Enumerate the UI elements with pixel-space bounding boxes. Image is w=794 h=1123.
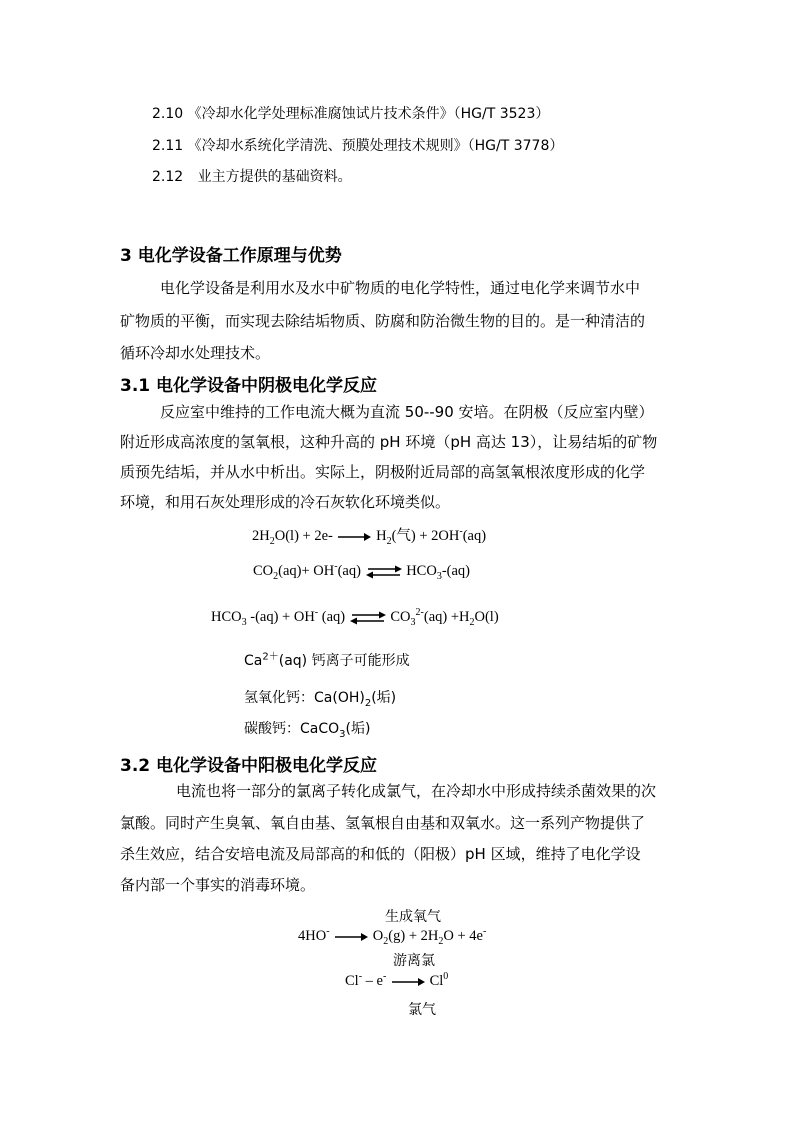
section-3-1-line-4: 环境，和用石灰处理形成的冷石灰软化环境类似。 [120,493,451,511]
equation-chloride-oxidation: Cl- – e- Cl$^0$ [345,971,449,989]
section-3-1-line-1: 反应室中维持的工作电流大概为直流 50--90 安培。在阴极（反应室内壁） [160,403,654,421]
section-3-2-heading: 3.2 电化学设备中阳极电化学反应 [120,756,378,776]
right-arrow-icon [333,931,369,943]
free-chlorine-label: 游离氯 [393,953,435,969]
section-3-heading: 3 电化学设备工作原理与优势 [120,246,342,266]
section-3-2-line-2: 氯酸。同时产生臭氧、氧自由基、氢氧根自由基和双氧水。这一系列产物提供了 [120,814,646,832]
section-3-2-line-4: 备内部一个事实的消毒环境。 [120,876,316,894]
equation-oxygen-evolution: 4HO- $O_2(g) + 2H_2O + 4e^-$ [298,926,487,947]
section-3-2-line-1: 电流也将一部分的氯离子转化成氯气，在冷却水中形成持续杀菌效果的次 [176,782,657,800]
oxygen-label: 生成氧气 [385,909,441,925]
right-arrow-icon [336,531,372,543]
section-3-2-line-3: 杀生效应，结合安培电流及局部高的和低的（阳极）pH 区域，维持了电化学设 [120,845,641,863]
equation-co2-bicarbonate: $CO_2(aq)+ OH^-(aq)$ $HCO_3-(aq)$ [253,561,470,582]
equation-bicarbonate-carbonate: $HCO_3$ -(aq) + OH- (aq) $CO_3^{2-}(aq) +H_2O(l)$ [211,607,499,628]
reference-2-12: 2.12 业主方提供的基础资料。 [152,169,352,185]
section-3-1-line-3: 质预先结垢，并从水中析出。实际上，阴极附近局部的高氢氧根浓度形成的化学 [120,463,646,481]
section-3-1-line-2: 附近形成高浓度的氢氧根，这种升高的 pH 环境（pH 高达 13），让易结垢的矿物 [120,433,658,451]
section-3-1-heading: 3.1 电化学设备中阴极电化学反应 [120,376,378,396]
chlorine-label: 氯气 [408,1002,436,1018]
equilibrium-arrow-icon [349,611,387,625]
section-3-line-1: 电化学设备是利用水及水中矿物质的电化学特性，通过电化学来调节水中 [160,279,641,297]
calcium-ion-note: $Ca^{2+}(aq)$ 钙离子可能形成 [244,651,410,669]
section-3-line-2: 矿物质的平衡，而实现去除结垢物质、防腐和防治微生物的目的。是一种清洁的 [120,312,646,330]
section-3-line-3: 循环冷却水处理技术。 [120,344,271,362]
calcium-carbonate-note: 碳酸钙：CaCO$_3$(垢) [244,721,371,740]
reference-2-10: 2.10 《冷却水化学处理标准腐蚀试片技术条件》（HG/T 3523） [152,106,550,122]
equilibrium-arrow-icon [365,565,403,579]
equation-water-reduction: $2H_2O(l) + 2e-$ $H_2$(气) + 2OH-(aq) [252,526,487,547]
right-arrow-icon [390,976,426,988]
calcium-hydroxide-note: 氢氧化钙：$Ca(OH)_2$(垢) [244,690,397,709]
reference-2-11: 2.11 《冷却水系统化学清洗、预膜处理技术规则》（HG/T 3778） [152,138,564,154]
